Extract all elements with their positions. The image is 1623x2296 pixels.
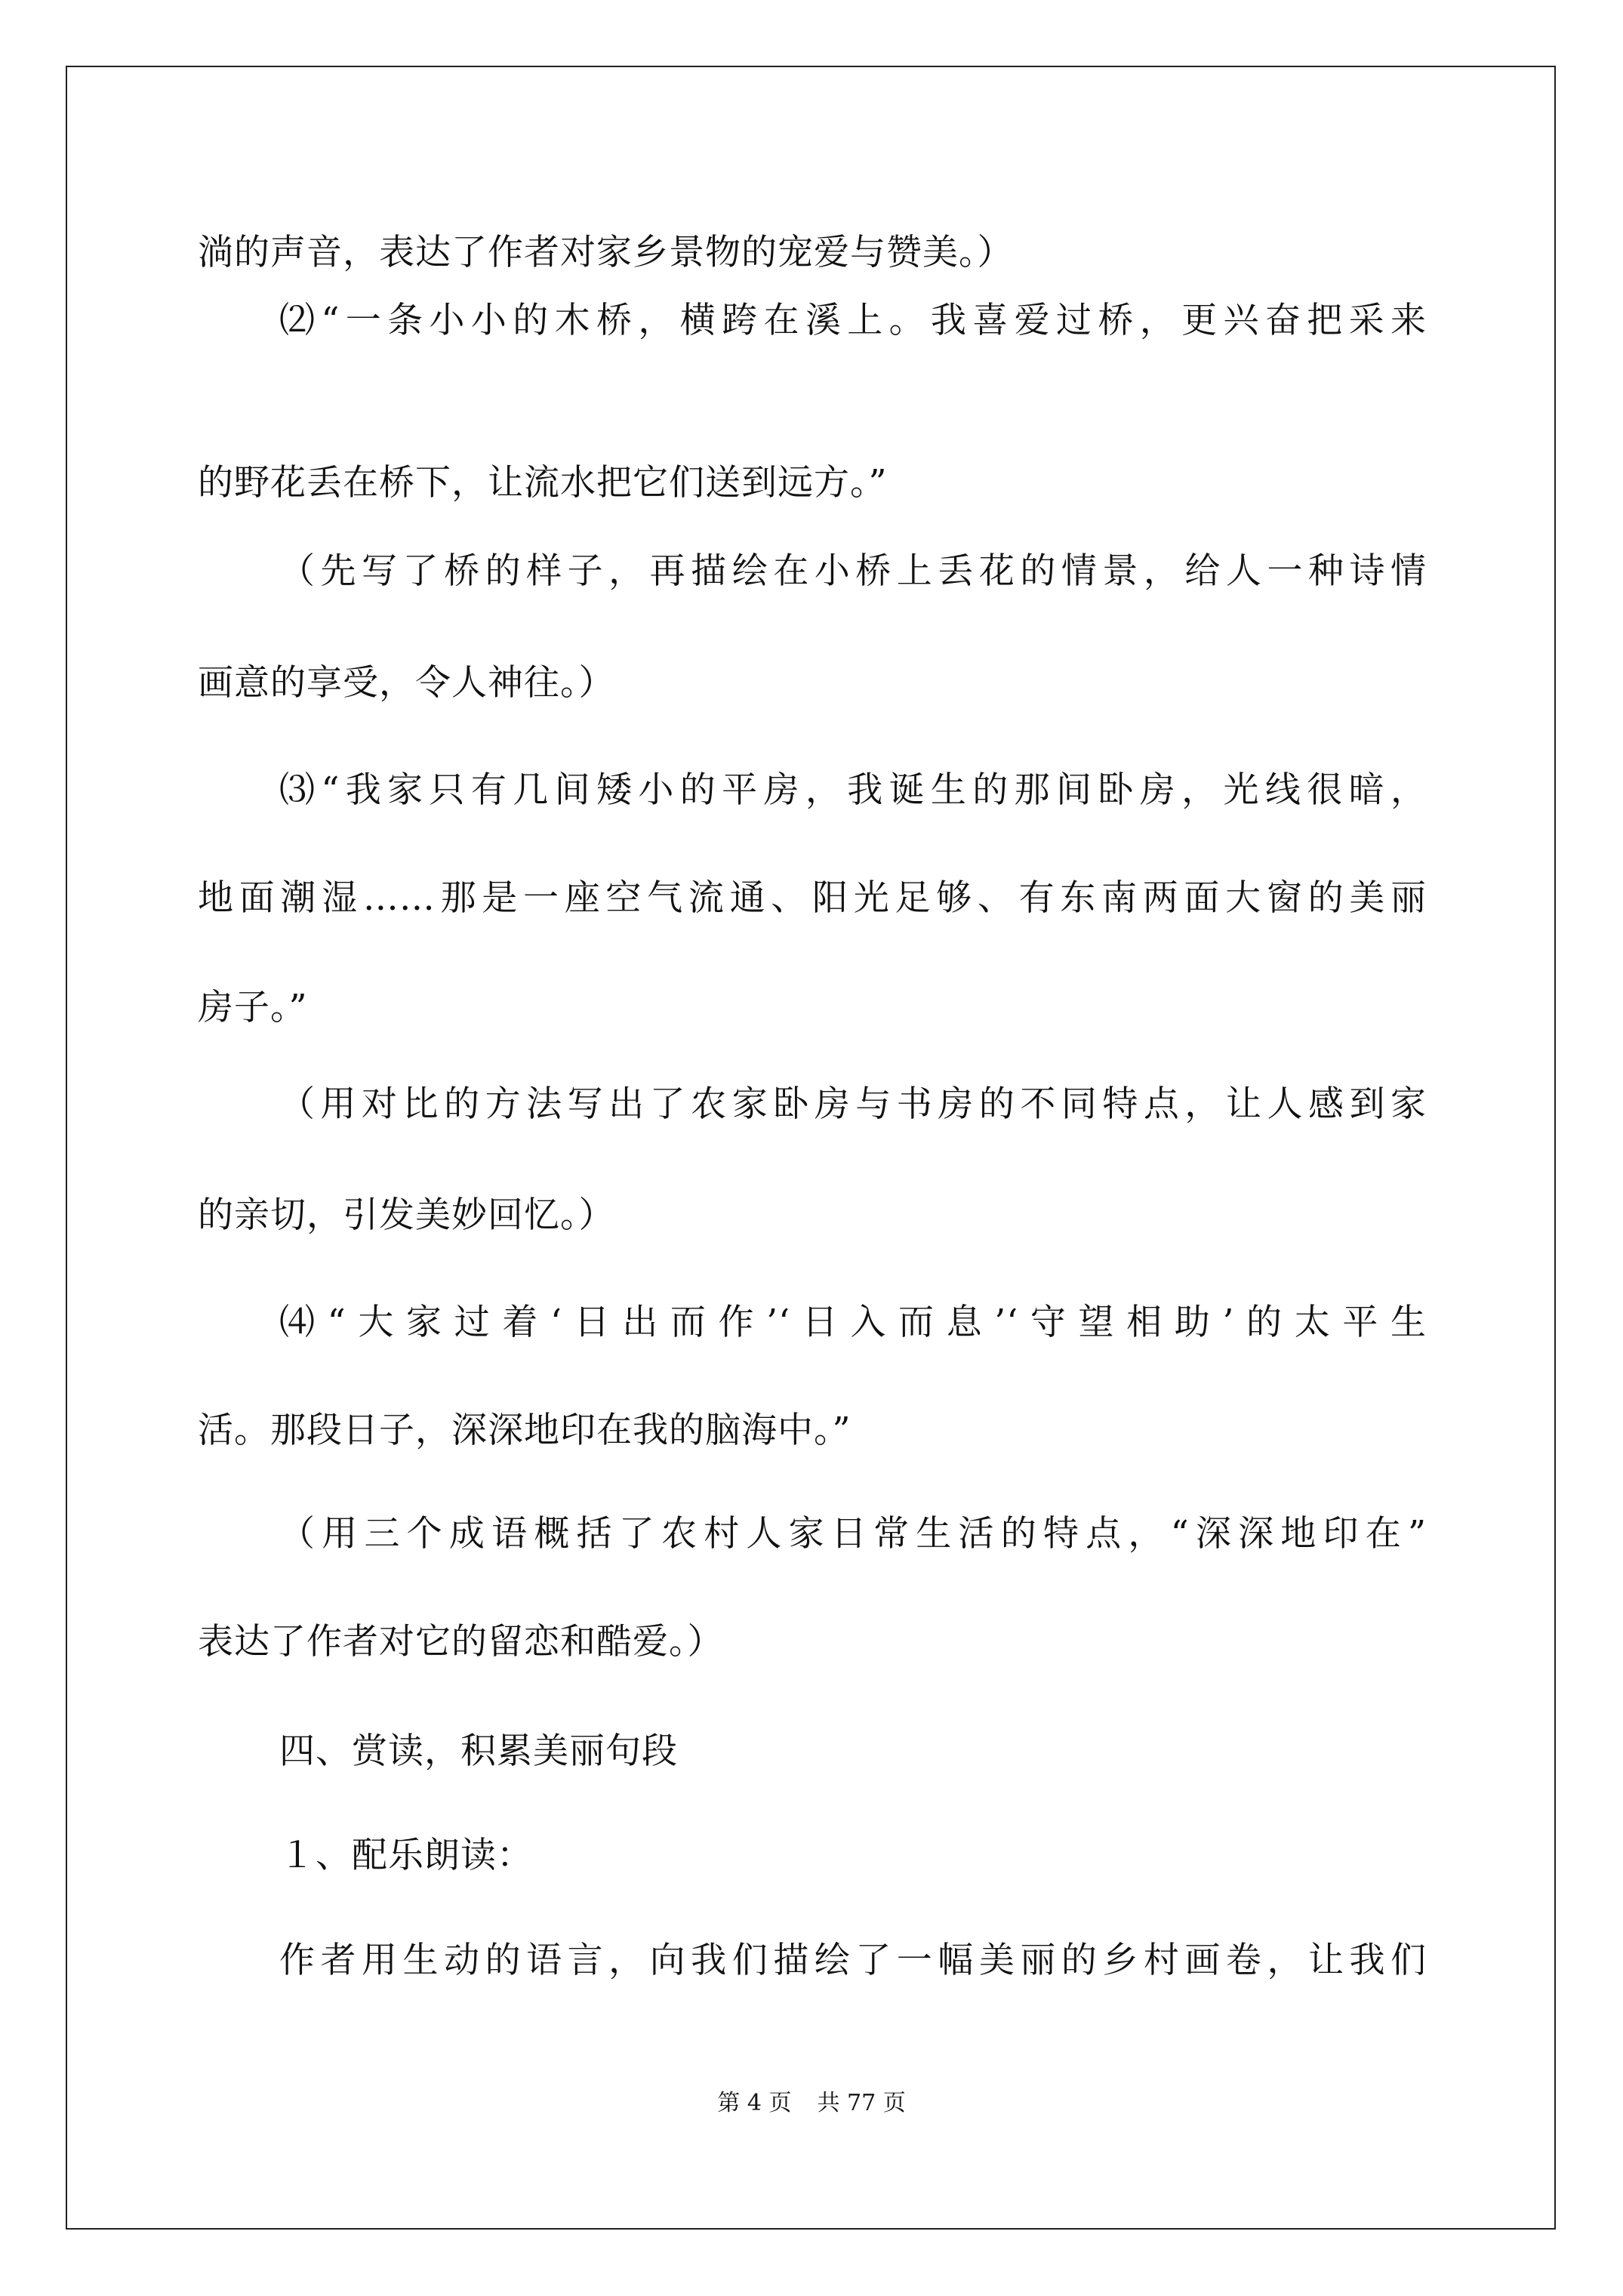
text-line: （先写了桥的样子，再描绘在小桥上丢花的情景，给人一种诗情 (279, 550, 1427, 592)
page-number: 第 4 页 (717, 2090, 792, 2116)
text-line: ⑶“我家只有几间矮小的平房，我诞生的那间卧房，光线很暗， (279, 769, 1427, 811)
text-line: 画意的享受，令人神往。） (198, 662, 615, 704)
text-line: ⑵“一条小小的木桥，横跨在溪上。我喜爱过桥，更兴奋把采来 (279, 300, 1427, 341)
text-line: 房子。” (198, 987, 308, 1028)
sub-heading: １、配乐朗读： (279, 1835, 533, 1876)
text-line: 的野花丢在桥下，让流水把它们送到远方。” (198, 462, 888, 504)
text-line: 的亲切，引发美妙回忆。） (198, 1194, 615, 1236)
text-line: 表达了作者对它的留恋和酷爱。） (198, 1621, 724, 1663)
text-line: 作者用生动的语言，向我们描绘了一幅美丽的乡村画卷，让我们 (279, 1940, 1427, 1981)
page-footer (0, 2088, 1623, 2119)
text-line: （用对比的方法写出了农家卧房与书房的不同特点，让人感到家 (279, 1083, 1427, 1125)
text-line: 活。那段日子，深深地印在我的脑海中。” (198, 1410, 852, 1451)
text-line: 淌的声音，表达了作者对家乡景物的宠爱与赞美。） (198, 232, 1014, 273)
text-line: （用三个成语概括了农村人家日常生活的特点，“深深地印在” (279, 1513, 1427, 1555)
page-border (66, 66, 1556, 2230)
text-line: 地面潮湿……那是一座空气流通、阳光足够、有东南两面大窗的美丽 (198, 877, 1427, 919)
page-total: 共 77 页 (817, 2090, 906, 2116)
section-heading: 四、赏读，积累美丽句段 (279, 1730, 678, 1772)
text-line: ⑷“大家过着‘日出而作’‘日入而息’‘守望相助’的太平生 (279, 1302, 1427, 1343)
